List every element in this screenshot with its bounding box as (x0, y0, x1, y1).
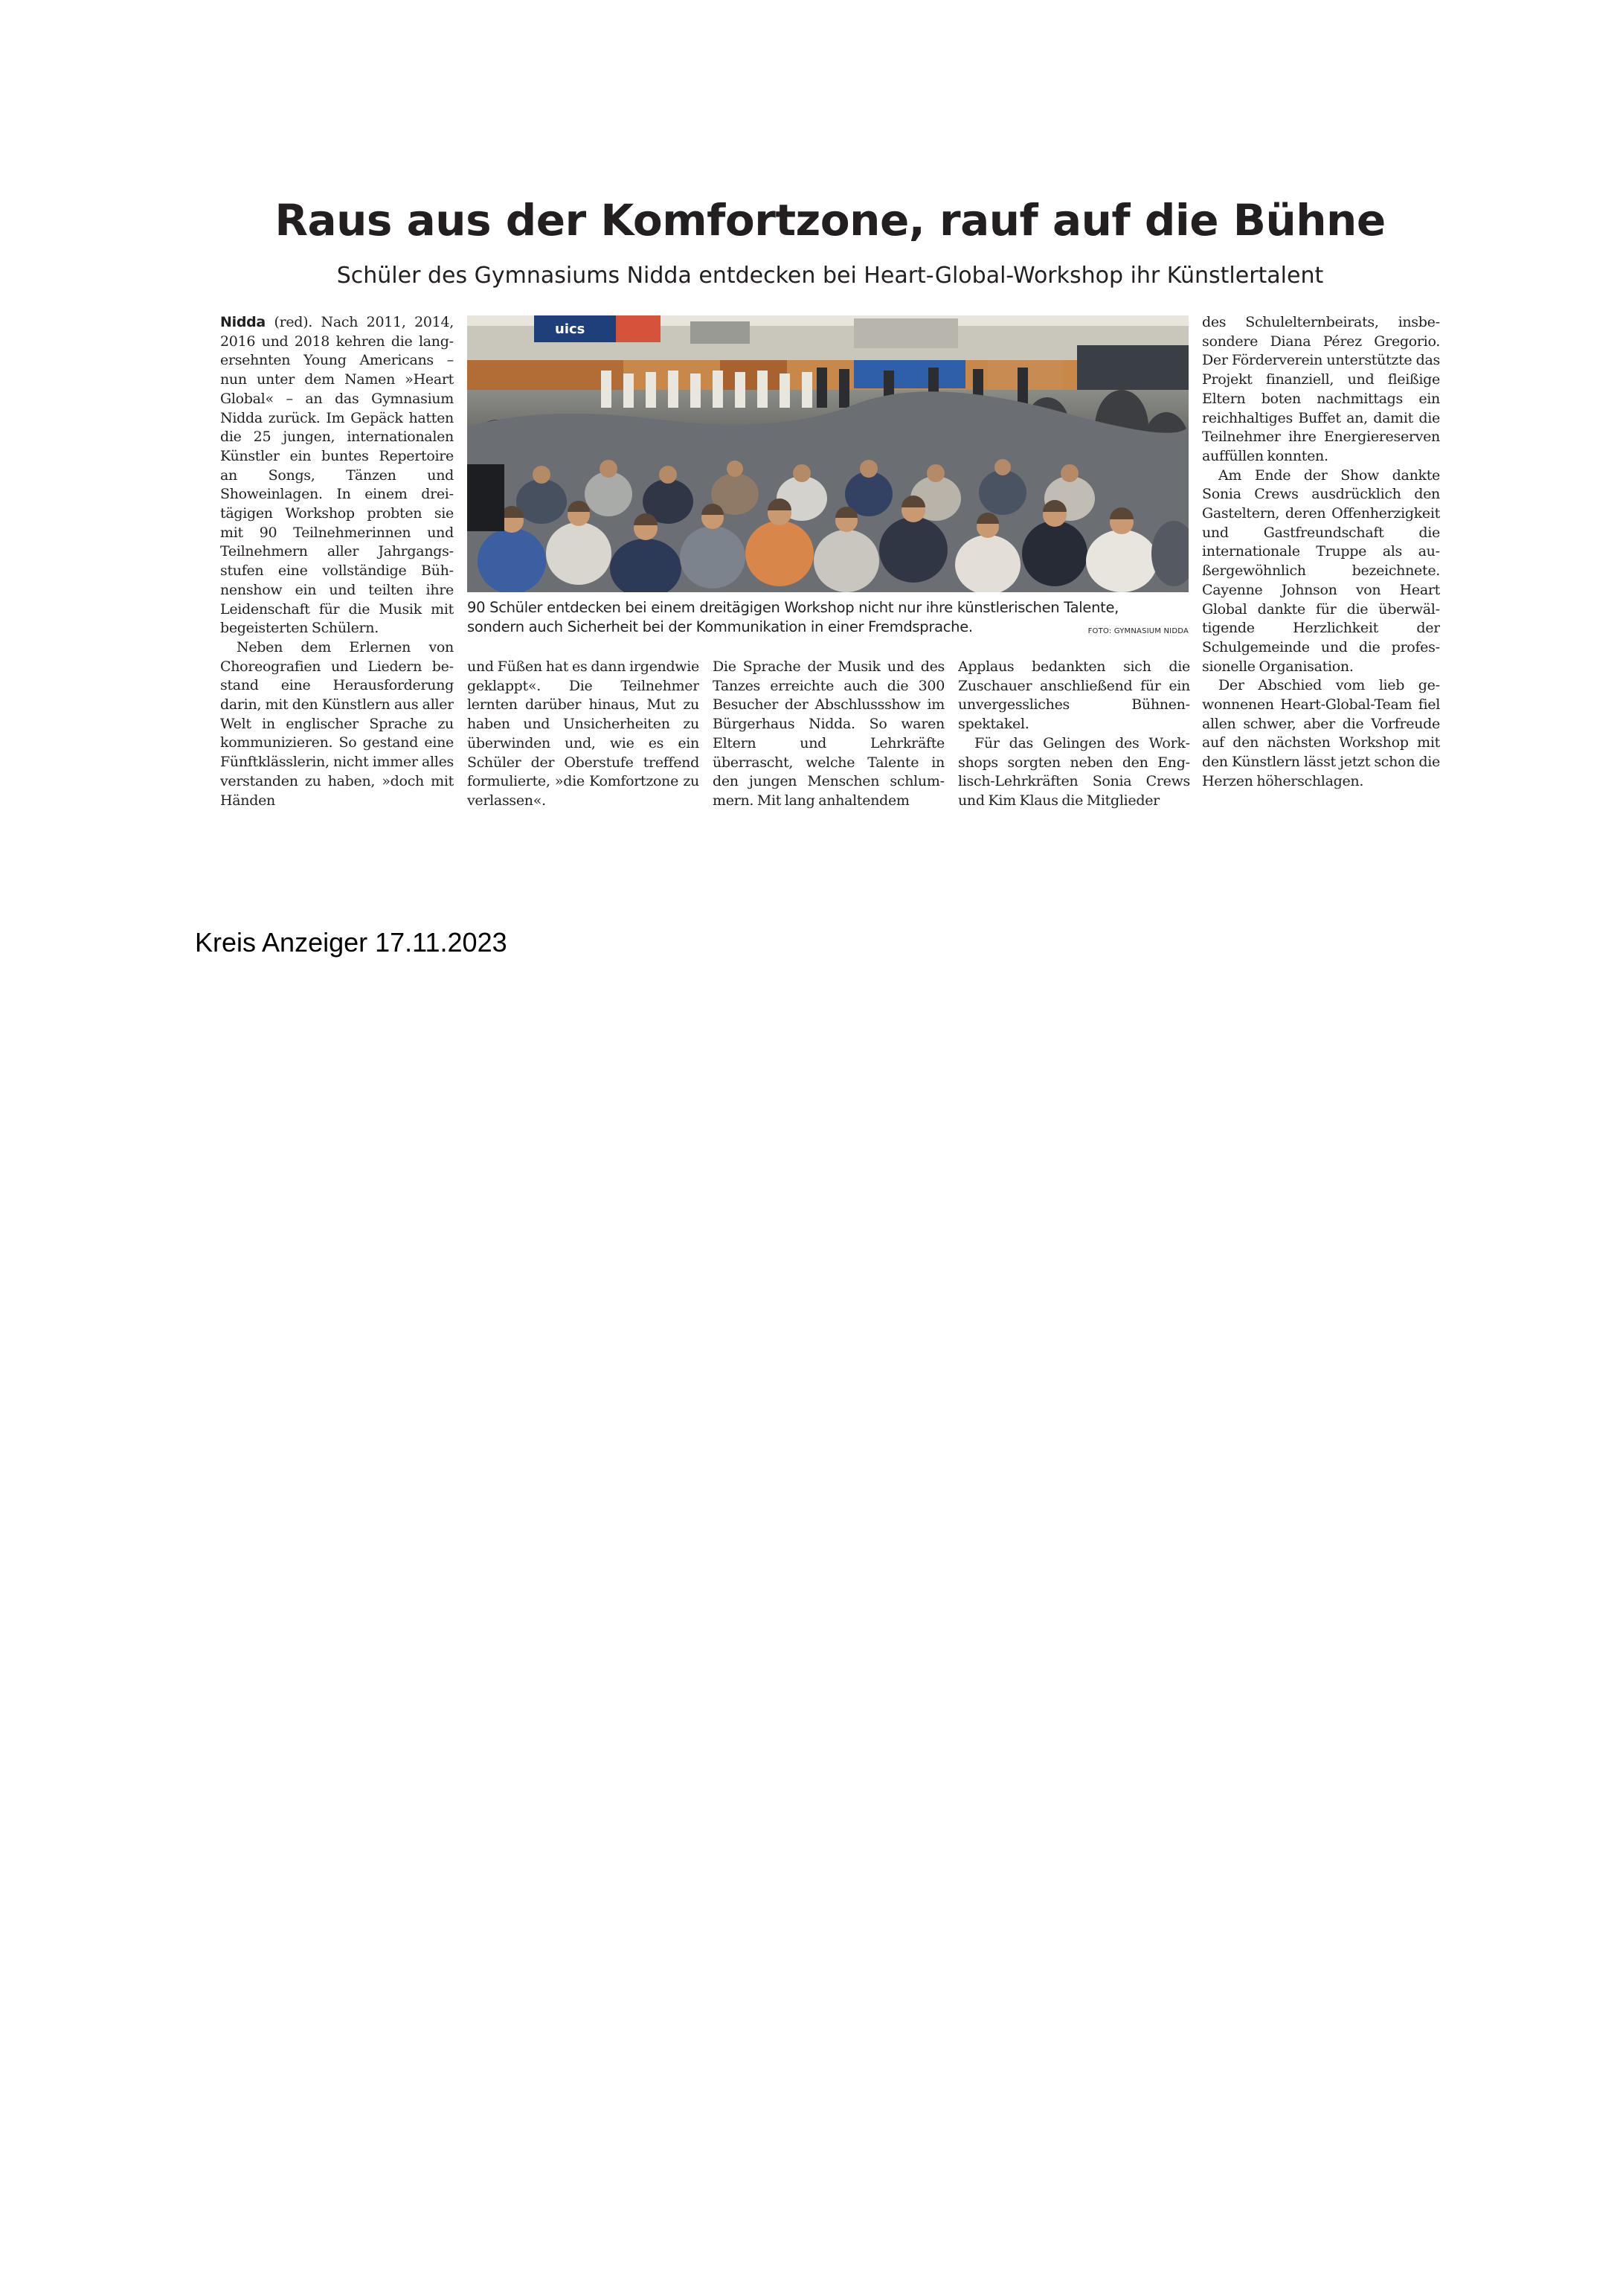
photo-caption-line-1: 90 Schüler entdecken bei einem dreitägigen Workshop nicht nur ihre künstlerischen Talente, (467, 599, 1119, 616)
photo-gymnasium-workshop (467, 315, 1189, 592)
source-note: Kreis Anzeiger 17.11.2023 (195, 927, 507, 958)
column-1-paragraph-2: Neben dem Erlernen von Choreografien und Liedern bestand eine Herausforderung darin, mit den Künstlern aus aller Welt in englischer Sprache zu kommunizieren. So gestand eine Fünftklässlerin, nicht immer alles verstanden zu haben, »doch mit Händen (220, 638, 454, 809)
photo-caption (467, 598, 1189, 637)
dateline: Nidda (220, 314, 266, 330)
photo-caption-line-2: sondern auch Sicherheit bei der Kommunikation in einer Fremdsprache. (467, 618, 973, 635)
article-subheadline: Schüler des Gymnasiums Nidda entdecken bei Heart-Global-Workshop ihr Künstlertalent (336, 263, 1324, 289)
article-photo (467, 315, 1189, 592)
column-4-paragraph-2: Für das Gelingen des Workshops sorgten neben den Englisch-Lehrkräften Sonia Crews und Kim Klaus die Mitglieder (958, 734, 1190, 809)
column-4-paragraph-1: Applaus bedankten sich die Zuschauer anschließend für ein unvergessliches Bühnenspektakel. (958, 658, 1190, 733)
photo-credit: FOTO: GYMNASIUM NIDDA (1087, 627, 1189, 635)
article-column-2: und Füßen hat es dann irgendwie geklappt«. Die Teilnehmer lernten darüber hinaus, Mut zu haben und Unsicherheiten zu überwinden und, wie es ein Schüler der Oberstufe treffend formulierte, »die Komfortzone zu verlassen«. (467, 658, 699, 809)
column-5-paragraph-1: des Schulelternbeirats, insbesondere Diana Pérez Gregorio. Der Förderverein unterstützte das Projekt finanziell, und fleißige Eltern boten nachmittags ein reichhaltiges Buffet an, damit die Teilnehmer ihre Energiereserven auffüllen konnten. (1202, 314, 1440, 464)
column-1-paragraph-1-text: (red). Nach 2011, 2014, 2016 und 2018 kehren die langersehnten Young Americans – nun unter dem Namen »Heart Global« – an das Gymnasium Nidda zurück. Im Gepäck hatten die 25 jungen, internationalen Künstler ein buntes Repertoire an Songs, Tänzen und Showeinlagen. In einem dreitägigen Workshop probten sie mit 90 Teilnehmerinnen und Teilnehmern aller Jahrgangsstufen eine vollständige Bühnenshow ein und teilten ihre Leidenschaft für die Musik mit begeisterten Schülern. (220, 314, 454, 637)
column-1-paragraph-1 (220, 313, 454, 638)
article-column-4 (958, 658, 1190, 821)
column-5-paragraph-3: Der Abschied vom lieb gewonnenen Heart-Global-Team fiel allen schwer, aber die Vorfreude auf den nächsten Workshop mit den Künstlern lässt jetzt schon die Herzen höherschlagen. (1202, 677, 1440, 789)
column-5-paragraph-2: Am Ende der Show dankte Sonia Crews ausdrücklich den Gasteltern, deren Offenherzigkeit und Gastfreundschaft die internationale Truppe als außergewöhnlich bezeichnete. Cayenne Johnson von Heart Global dankte für die überwältigende Herzlichkeit der Schulgemeinde und die professionelle Organisation. (1202, 466, 1440, 675)
article-column-3: Die Sprache der Musik und des Tanzes erreichte auch die 300 Besucher der Abschlussshow im Bürgerhaus Nidda. So waren Eltern und Lehrkräfte überrascht, welche Talente in den jungen Menschen schlummern. Mit lang anhaltendem (713, 658, 945, 809)
photo-banner: uics (555, 321, 585, 337)
article-column-5 (1202, 313, 1440, 819)
article-headline: Raus aus der Komfortzone, rauf auf die Bühne (274, 195, 1386, 246)
article-column-1 (220, 313, 454, 819)
